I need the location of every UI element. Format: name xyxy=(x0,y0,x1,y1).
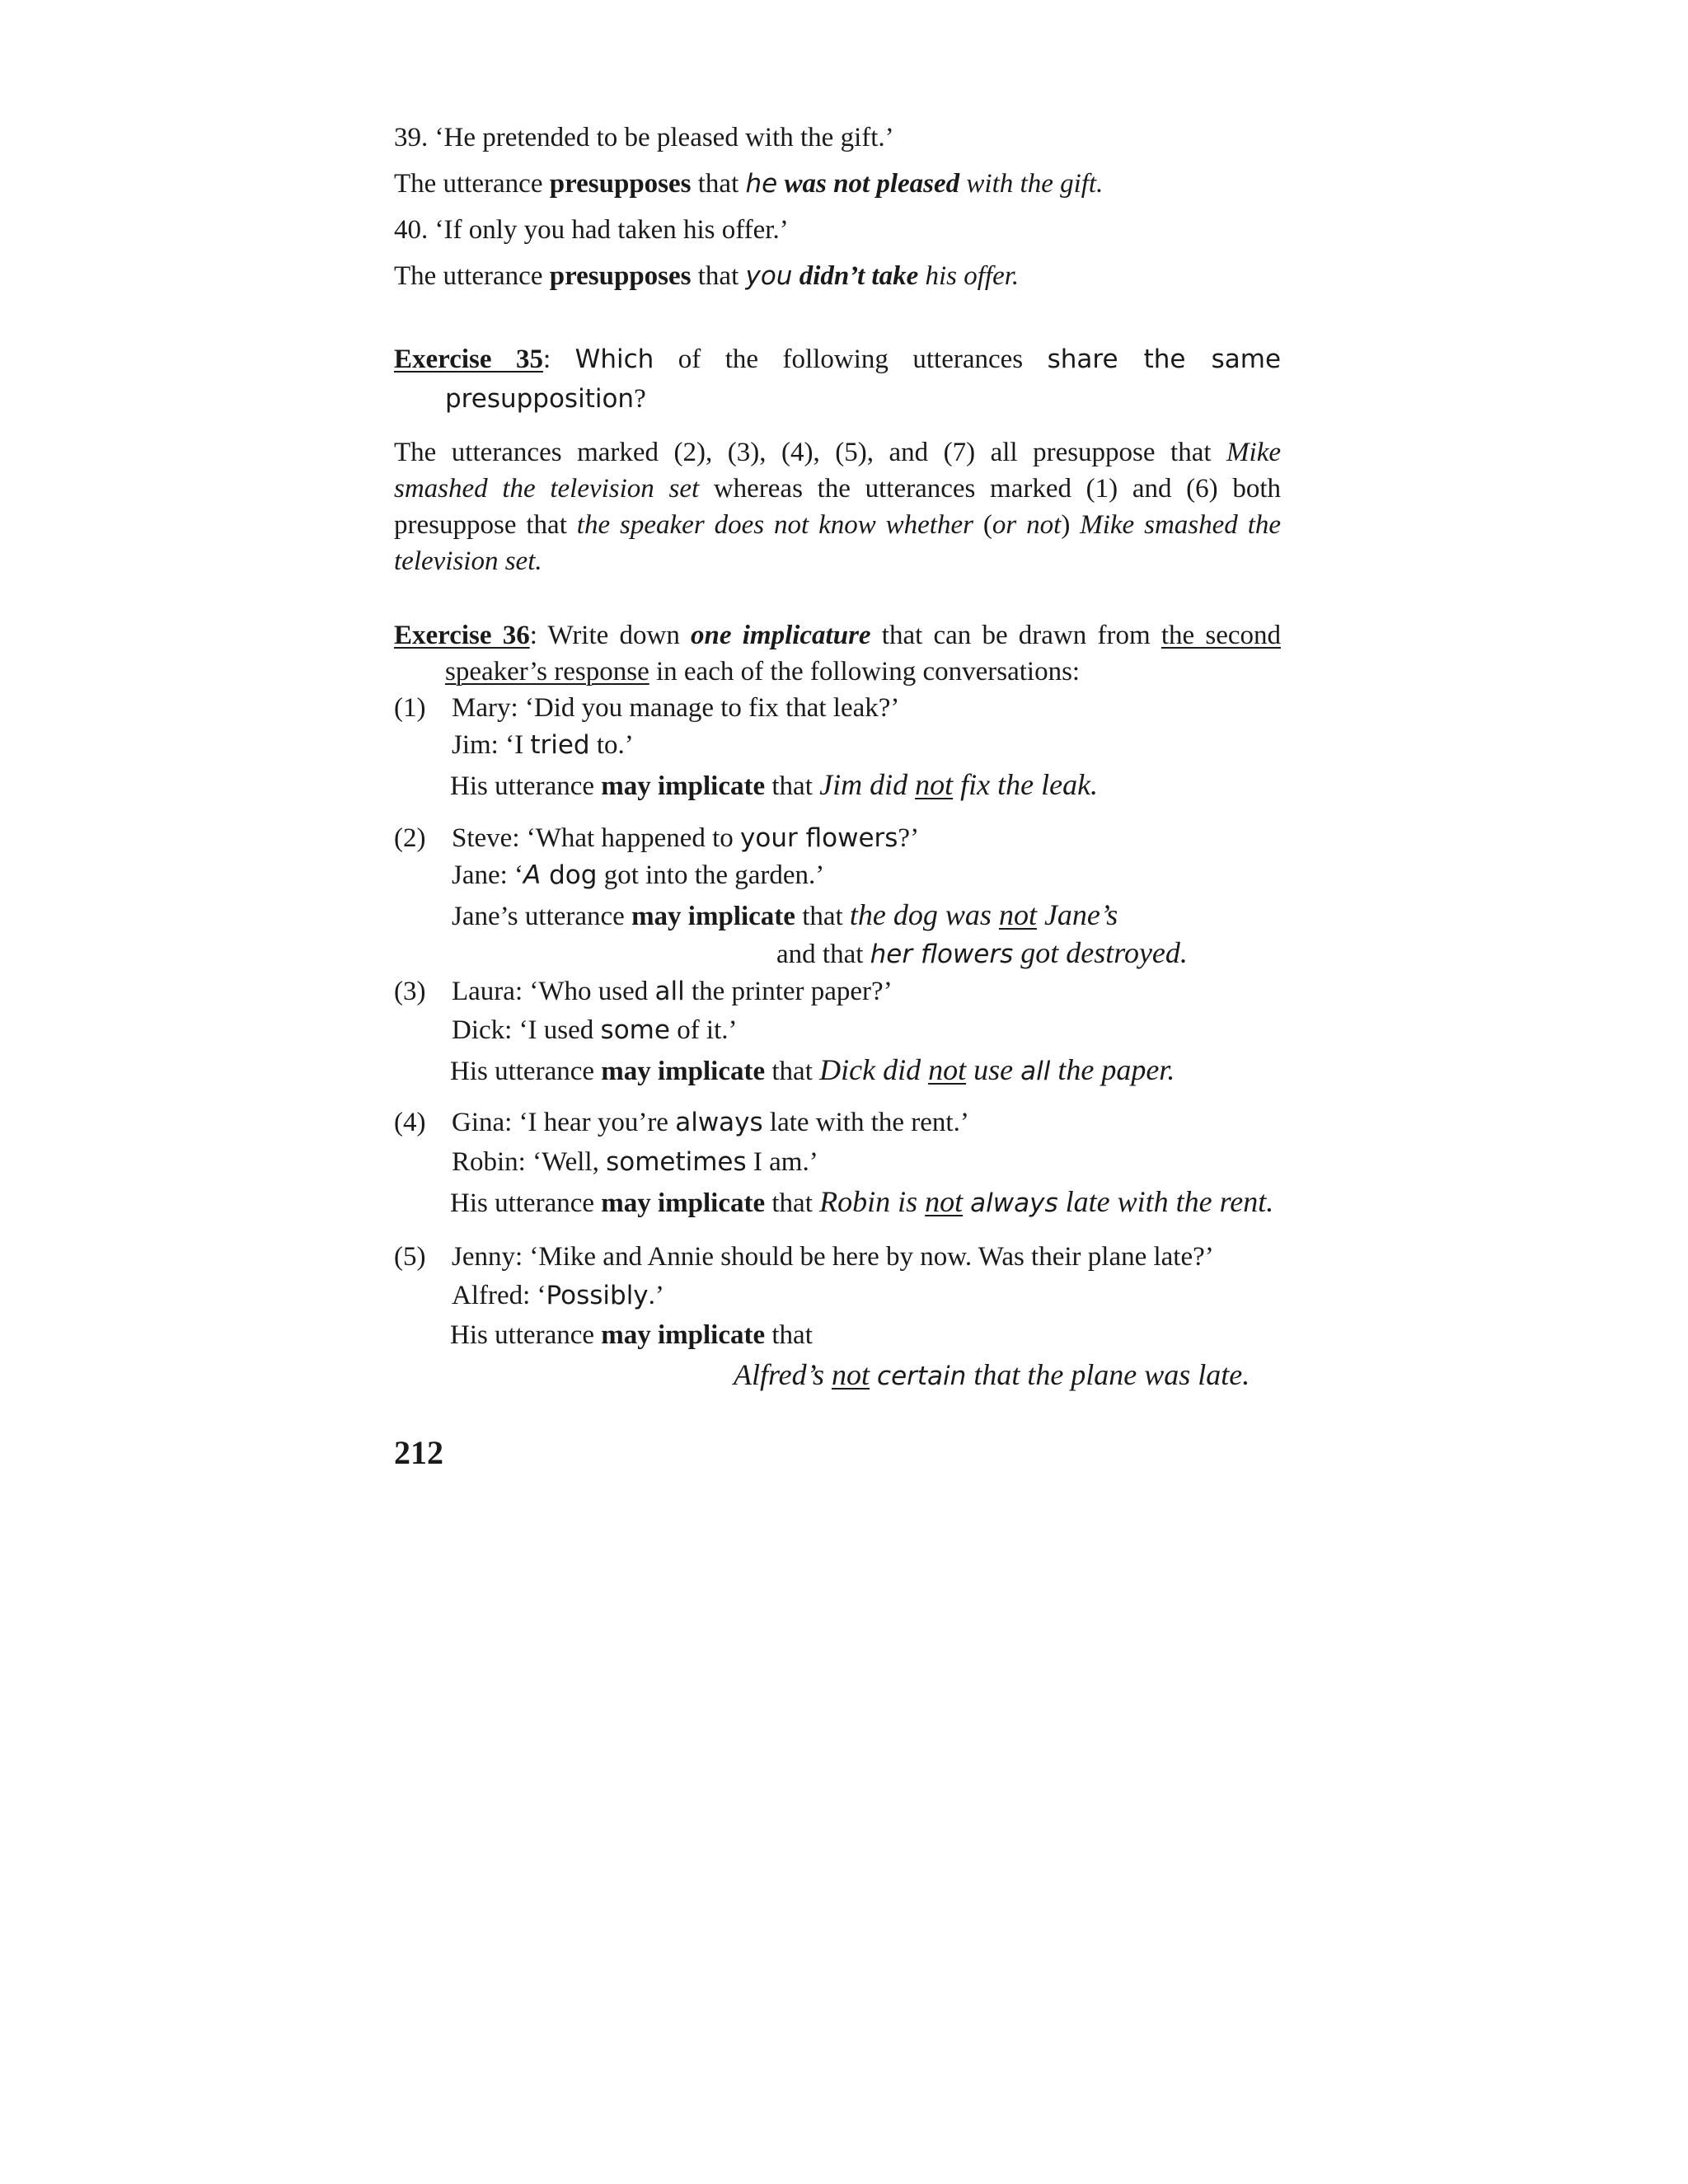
utterance: ‘If only you had taken his offer.’ xyxy=(434,215,789,245)
exercise-35-answer-line-1: The utterances marked (2), (3), (4), (5), and (7) all presuppose that Mike xyxy=(394,438,1281,467)
conversation-3-implicature: His utterance may implicate that Dick did not use all the paper. xyxy=(450,1053,1175,1086)
keyword-may-implicate: may implicate xyxy=(601,1057,766,1086)
conversation-1-speaker-b: Jim: ‘I tried to.’ xyxy=(452,730,634,760)
utterance: ‘He pretended to be pleased with the gift.’ xyxy=(434,123,894,152)
item-number: 40. xyxy=(394,215,429,245)
exercise-label: Exercise 36 xyxy=(394,621,530,650)
item-number: (4) xyxy=(394,1108,426,1137)
conversation-3-speaker-b: Dick: ‘I used some of it.’ xyxy=(452,1015,738,1045)
keyword-presupposes: presupposes xyxy=(549,261,692,291)
exercise-35-answer-line-3: presuppose that the speaker does not know whether (or not) Mike smashed the xyxy=(394,510,1282,540)
keyword-presupposes: presupposes xyxy=(549,169,692,199)
item-39-question xyxy=(394,121,894,154)
exercise-label: Exercise 35 xyxy=(394,344,543,374)
keyword-may-implicate: may implicate xyxy=(601,1188,766,1218)
conversation-5-implicature: His utterance may implicate that xyxy=(450,1320,813,1350)
conversation-5-implicature-cont: Alfred’s not certain that the plane was late. xyxy=(734,1358,1250,1391)
conversation-3-speaker-a: Laura: ‘Who used all the printer paper?’ xyxy=(452,977,893,1006)
conversation-5-speaker-b: Alfred: ‘Possibly.’ xyxy=(452,1281,664,1310)
conversation-2-implicature: Jane’s utterance may implicate that the dog was not Jane’s xyxy=(452,898,1118,931)
item-number: (1) xyxy=(394,693,426,723)
exercise-36-heading: Exercise 36: Write down one implicature that can be drawn from the second xyxy=(394,621,1281,650)
conversation-5-speaker-a: Jenny: ‘Mike and Annie should be here by now. Was their plane late?’ xyxy=(452,1242,1214,1272)
conversation-1-implicature: His utterance may implicate that Jim did not fix the leak. xyxy=(450,768,1099,801)
item-40-question xyxy=(394,213,789,246)
item-number: (2) xyxy=(394,823,426,853)
item-39-answer: The utterance presupposes that he was not pleased with the gift. xyxy=(394,169,1104,199)
conversation-4-speaker-b: Robin: ‘Well, sometimes I am.’ xyxy=(452,1147,818,1177)
exercise-35-heading-cont: presupposition? xyxy=(445,384,646,414)
conversation-4-implicature: His utterance may implicate that Robin is not always late with the rent. xyxy=(450,1185,1274,1218)
conversation-2-implicature-cont: and that her flowers got destroyed. xyxy=(776,936,1188,969)
exercise-35-answer-line-4: television set. xyxy=(394,546,542,576)
item-number: (5) xyxy=(394,1242,426,1272)
conversation-4-speaker-a: Gina: ‘I hear you’re always late with the rent.’ xyxy=(452,1108,969,1137)
conversation-2-speaker-b: Jane: ‘A dog got into the garden.’ xyxy=(452,860,825,890)
exercise-35-answer-line-2: smashed the television set whereas the utterances marked (1) and (6) both xyxy=(394,474,1281,504)
item-40-answer: The utterance presupposes that you didn’t take his offer. xyxy=(394,261,1020,291)
conversation-2-speaker-a: Steve: ‘What happened to your flowers?’ xyxy=(452,823,920,853)
page-number: 212 xyxy=(394,1434,443,1471)
item-number: 39. xyxy=(394,123,429,152)
keyword-may-implicate: may implicate xyxy=(601,771,766,801)
keyword-may-implicate: may implicate xyxy=(631,902,795,931)
conversation-4-number xyxy=(394,1106,425,1139)
item-number: (3) xyxy=(394,977,426,1006)
keyword-may-implicate: may implicate xyxy=(601,1320,766,1350)
conversation-1-speaker-a: Mary: ‘Did you manage to fix that leak?’ xyxy=(452,693,900,723)
conversation-3-number xyxy=(394,975,425,1008)
conversation-1-line-a xyxy=(394,691,425,724)
conversation-5-number xyxy=(394,1240,425,1273)
exercise-36-heading-cont: speaker’s response in each of the following conversations: xyxy=(445,657,1081,687)
exercise-35-heading: Exercise 35: Which of the following utterances share the same xyxy=(394,344,1282,374)
conversation-2-number xyxy=(394,822,425,855)
